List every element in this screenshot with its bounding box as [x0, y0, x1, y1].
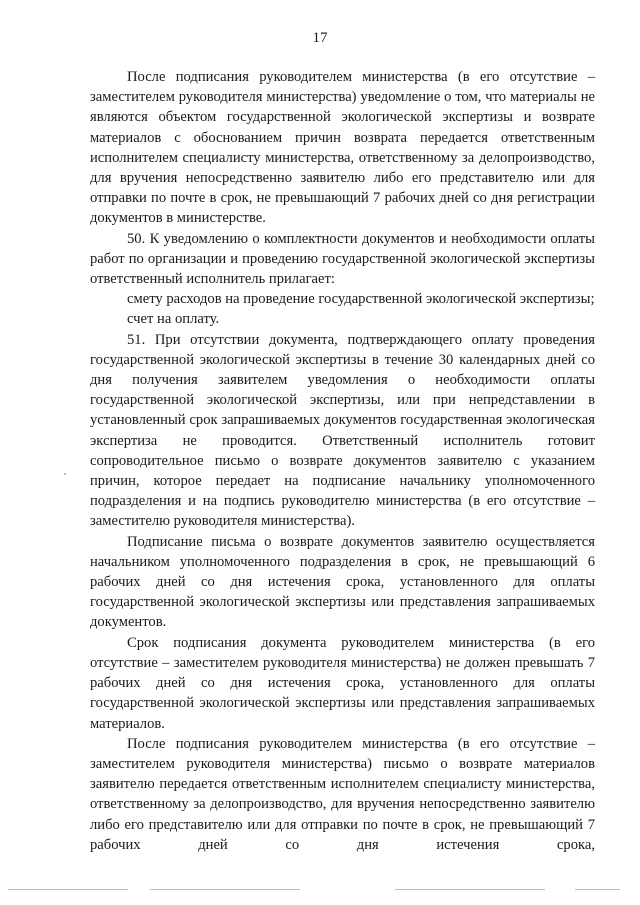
scan-artifact-line [395, 889, 545, 890]
paragraph-invoice: счет на оплату. [127, 311, 220, 328]
scan-artifact-line [575, 889, 620, 890]
document-body [90, 67, 595, 855]
paragraph-51-nonpayment: 51. При отсутствии документа, подтверждающего оплату проведения государственной экологической экспертизы в течение 30 календарных дней со дня получения заявителем уведомления о необходимости оплаты государственной экологической экспертизы, или при непредставлении в установленный срок запрашиваемых документов государственная экологическая экспертиза не проводится. Ответственный исполнитель готовит сопроводительное письмо о возврате документов заявителю с указанием причин, которое передает на подписание начальнику уполномоченного подразделения и на подпись руководителю министерства (в его отсутствие – заместителю руководителя министерства). [90, 331, 595, 530]
paragraph-signing-deadline: Срок подписания документа руководителем министерства (в его отсутствие – заместителем руководителя министерства) не должен превышать 7 рабочих дней со дня истечения срока, установленного для оплаты государственной экологической экспертизы или представления запрашиваемых материалов. [90, 634, 595, 732]
paragraph-return-notice-delivery: После подписания руководителем министерства (в его отсутствие – заместителем руководителя министерства) уведомление о том, что материалы не являются объектом государственной экологической экспертизы и возврате материалов с обоснованием причин возврата передается ответственным исполнителем специалисту министерства, ответственному за делопроизводство, для вручения непосредственно заявителю либо его представителю или для отправки по почте в срок, не превышающий 7 рабочих дней со дня регистрации документов в министерстве. [90, 69, 595, 227]
scan-artifact-dot [64, 473, 66, 475]
paragraph-return-letter-delivery: После подписания руководителем министерства (в его отсутствие – заместителем руководителя министерства) письмо о возврате материалов заявителю передается ответственным исполнителем специалисту министерства, ответственному за делопроизводство, для вручения непосредственно заявителю либо его представителю или для отправки по почте в срок, не превышающий 7 рабочих дней со дня истечения срока, [90, 735, 595, 853]
scan-artifact-line [8, 889, 128, 890]
paragraph-50-attachments: 50. К уведомлению о комплектности документов и необходимости оплаты работ по организации и проведению государственной экологической экспертизы ответственный исполнитель прилагает: [90, 230, 595, 288]
paragraph-cost-estimate: смету расходов на проведение государственной экологической экспертизы; [127, 291, 595, 308]
paragraph-return-letter-signing: Подписание письма о возврате документов заявителю осуществляется начальником уполномоченного подразделения в срок, не превышающий 6 рабочих дней со дня истечения срока, установленного для оплаты государственной экологической экспертизы или представления запрашиваемых документов. [90, 533, 595, 631]
scan-artifact-line [150, 889, 300, 890]
page-number: 17 [312, 30, 328, 46]
